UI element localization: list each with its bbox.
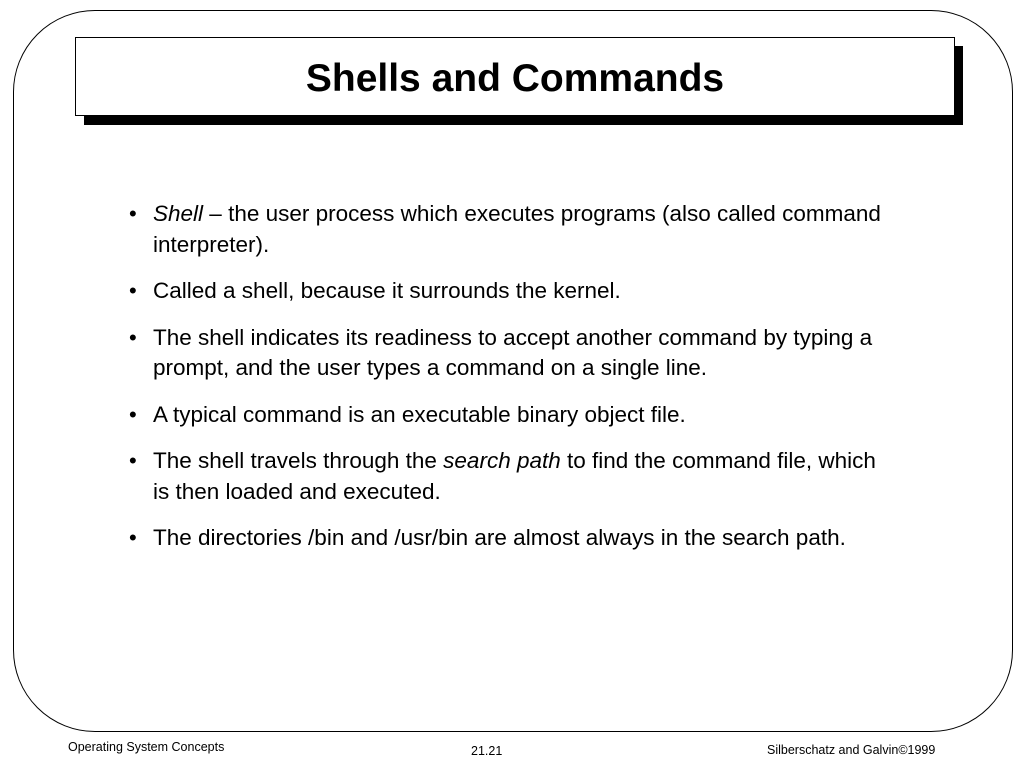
- bullet-item: [125, 400, 885, 431]
- bullet-text: Called a shell, because it surrounds the kernel.: [153, 278, 621, 303]
- title-box: [75, 37, 955, 116]
- bullet-text: to find the command file, which is then loaded and executed.: [153, 448, 876, 504]
- bullet-item: [125, 199, 885, 260]
- bullet-emphasis-text: search path: [443, 448, 561, 473]
- footer-course-title: Operating System Concepts: [68, 740, 225, 754]
- bullet-emphasis-text: Shell: [153, 201, 204, 226]
- bullet-item: [125, 276, 885, 307]
- bullet-text: The shell indicates its readiness to accept another command by typing a prompt, and the user types a command on a single line.: [153, 324, 873, 380]
- bullet-dot-icon: •: [129, 278, 137, 303]
- bullet-dot-icon: •: [129, 201, 137, 226]
- bullet-text: The directories /bin and /usr/bin are almost always in the search path.: [153, 525, 846, 550]
- bullet-text: A typical command is an executable binary object file.: [153, 401, 686, 427]
- bullet-item: [125, 323, 885, 384]
- bullet-text: – the user process which executes programs (also called command interpreter).: [153, 201, 881, 257]
- bullet-item: [125, 523, 885, 554]
- bullet-dot-icon: •: [129, 448, 137, 473]
- footer-slide-number: 21.21: [471, 744, 503, 758]
- footer-copyright: Silberschatz and Galvin©1999: [767, 743, 936, 757]
- bullet-list: [125, 199, 885, 570]
- bullet-dot-icon: •: [129, 324, 137, 350]
- bullet-dot-icon: •: [129, 525, 137, 550]
- bullet-dot-icon: •: [129, 401, 137, 427]
- bullet-text: The shell travels through the: [153, 448, 444, 473]
- bullet-item: [125, 446, 885, 507]
- slide-title: Shells and Commands: [305, 57, 725, 100]
